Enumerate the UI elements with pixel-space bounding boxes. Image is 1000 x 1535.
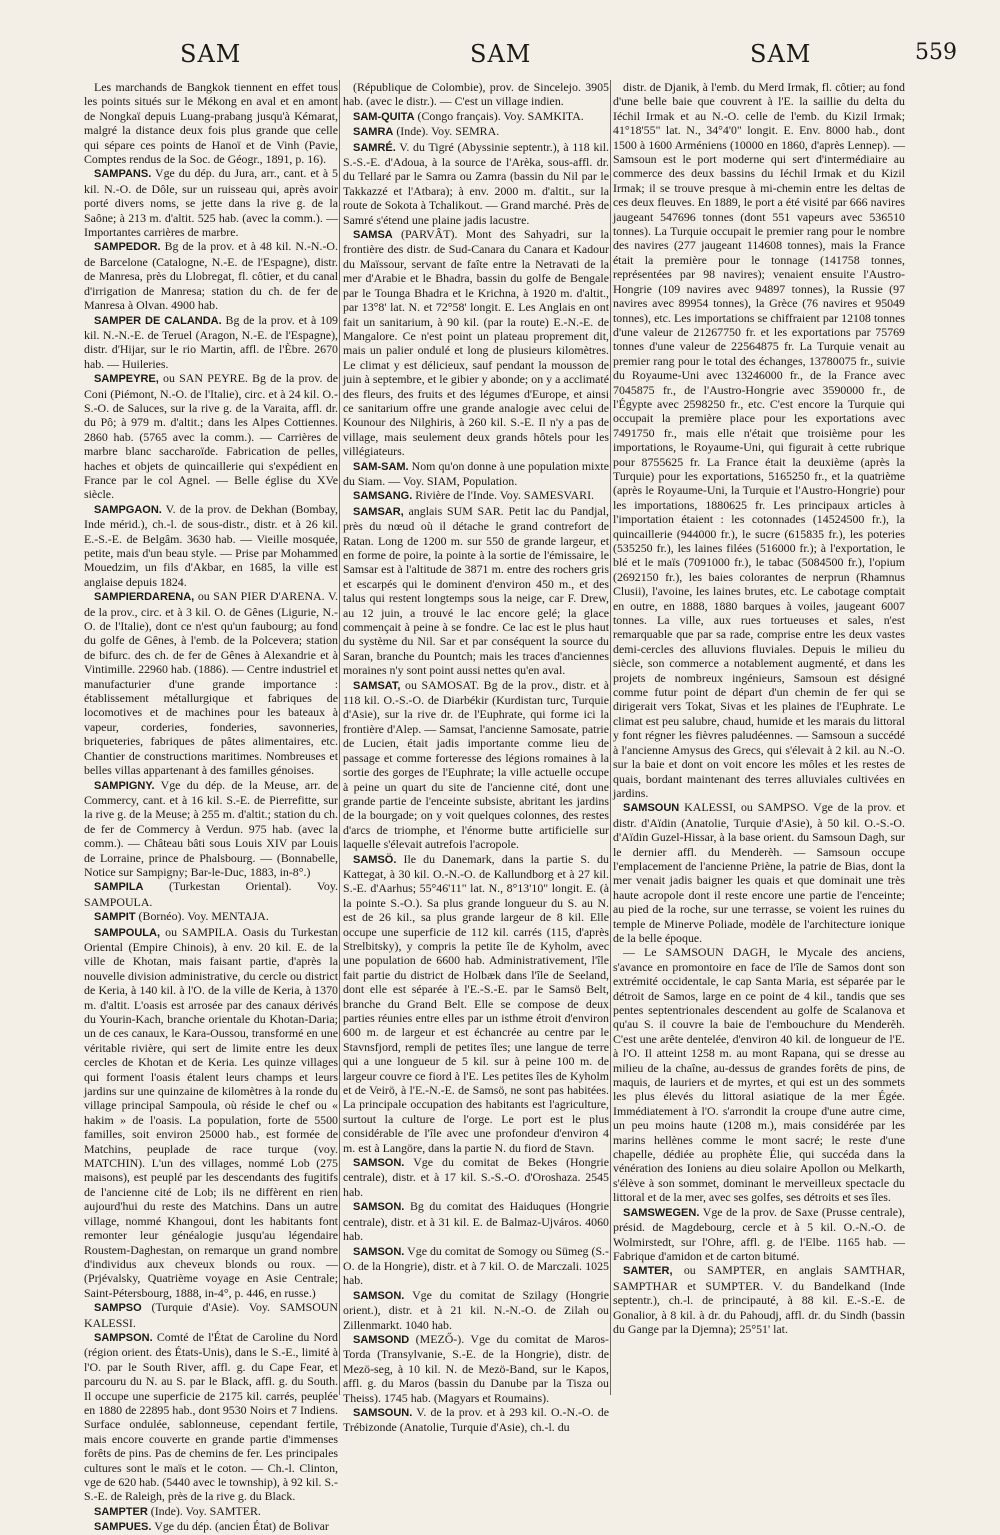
dictionary-entry <box>343 1199 609 1243</box>
running-head-middle: SAM <box>470 40 532 68</box>
dictionary-entry <box>84 909 338 924</box>
entry-headword: SAM-QUITA <box>353 110 415 123</box>
entry-headword: SAMRA <box>353 126 394 139</box>
dictionary-entry <box>343 1405 609 1435</box>
entry-text: Rivière de l'Inde. Voy. SAMESVARI. <box>415 488 595 503</box>
entry-text: Vge du comitat de Somogy ou Sümeg (S.-O. de la Hongrie), distr. et à 7 kil. O. de Marczali. 1025 hab. <box>343 1243 609 1288</box>
dictionary-entry <box>613 80 905 800</box>
dictionary-entry <box>343 1332 609 1405</box>
dictionary-entry <box>84 80 338 166</box>
dictionary-entry <box>343 1155 609 1199</box>
text-column-1 <box>84 80 338 1534</box>
entry-text: (Turkestan Oriental). Voy. SAMPOULA. <box>84 879 338 909</box>
dictionary-entry <box>343 140 609 227</box>
entry-text: distr. de Djanik, à l'emb. du Merd Irmak, fl. côtier; au fond d'une belle baie que couvrent à l'E. la saillie du delta du Iéchil Irmak et au N.-O. celle de l'emb. du Kizil Irmak; 41°18'55" lat. N., 34°4'0" longit. E. Env. 8000 hab., dont 1500 à 1600 Arméniens (10000 en 1860, d'après Lennep). — Samsoun est le port moderne qui sert d'intermédiaire au commerce des deux bassins du Iéchil Irmak et du Kizil Irmak; il se trouve presque à mi-chemin entre les deltas de ces deux fleuves. En 1889, le port a été visité par 666 navires jaugeant 547696 tonnes (dont 551 vapeurs avec 536510 tonnes). La Turquie occupait le premier rang pour le nombre des navires (277 jaugeant 114608 tonnes), mais la France était la première pour le tonnage (141758 tonnes, représentées par 98 navires); venaient ensuite l'Austro-Hongrie (109 navires avec 94897 tonnes), la Russie (97 navires avec 89954 tonnes), la Grèce (76 navires et 95049 tonnes), etc. Les importations se chiffraient par 12108 tonnes d'une valeur de 21267750 fr. et les exportations par 75769 tonnes d'une valeur de 22564875 fr. La Turquie venait au premier rang pour le total des échanges, 13780075 fr., suivie du Royaume-Uni avec 13246000 fr., de la France avec 7045875 fr., de l'Austro-Hongrie avec 3590000 fr., de l'Égypte avec 2598250 fr., etc. C'est encore la Turquie qui occupait la première place pour les exportations avec 7491750 fr., mais elle n'était que troisième pour les importations, le Royaume-Uni, qui figurait à cette rubrique pour 8755625 fr. La France était la deuxième (après la Turquie) pour les exportations, 5165250 fr., et la quatrième (après le Royaume-Uni, la Turquie et l'Austro-Hongrie) pour les importations, 1880625 fr. Les principaux articles à l'importation étaient : les cotonnades (14524500 fr.), la quincaillerie (944000 fr.), le sucre (615835 fr.), les poteries (535250 fr.), les laines filées (516000 fr.); à l'exportation, le blé et le maïs (7091000 fr.), le tabac (5084500 fr.), l'opium (2692150 fr.), les baies colorantes de nerprun (Rhamnus Clusii), l'avoine, les laines brutes, etc. Le cabotage comptait en outre, en 1888, 1880 barques à voiles, jaugeant 6007 tonnes. La ville, aux rues tortueuses et sales, n'est remarquable que par sa rade, comprise entre les deux vastes demi-cercles des alluvions fluviales. Depuis le milieu du siècle, son commerce a notablement augmenté, et dans les projets de nombreux ingénieurs, Samsoun est désigné comme futur point de départ d'un chemin de fer qui se dirigerait vers Tokat, Sivas et les plaines de l'Euphrate. Le climat est peu salubre, chaud, humide et les marais du littoral y font régner les fièvres paludéennes. — Samsoun a succédé à l'ancienne Amysus des Grecs, qui s'élevait à 2 kil. au N.-O. sur la baie et dont on voit encore les môles et les restes de quais, bordant maintenant des terres alluviales cultivées en jardins. <box>613 80 905 800</box>
entry-text: (MEZŐ-). Vge du comitat de Maros-Torda (Transylvanie, S.-E. de la Hongrie), distr. de Mezö-seg, à 10 kil. N. de Mezö-Band, sur le Kapos, affl. g. du Maros (bassin du Danube par la Tisza ou Theiss). 1745 hab. (Magyars et Roumains). <box>343 1331 609 1405</box>
entry-text: (République de Colombie), prov. de Sincelejo. 3905 hab. (avec le distr.). — C'est un village indien. <box>343 80 609 109</box>
entry-text: ou SAMPILA. Oasis du Turkestan Oriental (Empire Chinois), à env. 20 kil. E. de la ville de Khotan, mais faisant partie, d'après la nouvelle division administrative, du cercle ou district de Keria, à 140 kil. à l'O. de la ville de Keria, à 1370 m. d'altit. L'oasis est arrosée par des canaux dérivés du Yourin-Kach, branche orientale du Khotan-Daria; un de ces canaux, le Kara-Oussou, transformé en une véritable rivière, qui sert de limite entre les deux cercles de Khotan et de Keria. Les quinze villages qui forment l'oasis étalent leurs champs et leurs jardins sur une quinzaine de kilomètres à la ronde du village principal Sampoula, où réside le chef ou « hakim » de l'oasis. La population, forte de 5500 familles, soit environ 25000 hab., est formée de Matchins, peuplade de race turque (voy. MATCHIN). L'un des villages, nommé Lob (275 maisons), est peuplé par les descendants des fugitifs de l'ancienne cité de Lob; ils ne diffèrent en rien aujourd'hui du reste des Matchins. Dans un autre village, nommé Khangoui, dont les habitants font remonter leur généalogie jusqu'au légendaire Roustem-Daghestan, on remarque un grand nombre d'individus aux cheveux blonds ou roux. — (Prjévalsky, Quatrième voyage en Asie Centrale; Saint-Pétersbourg, 1888, in-4°, p. 446, en russe.) <box>84 924 338 1300</box>
dictionary-entry <box>84 502 338 589</box>
entry-text: Vge du dép. de la Meuse, arr. de Commercy, cant. et à 16 kil. S.-E. de Pierrefitte, sur la rive g. de la Meuse; à 255 m. d'altit.; station du ch. de fer de Commercy à Verdun. 975 hab. (avec la comm.). — Château bâti sous Louis XIV par Louis de Lorraine, prince de Phalsbourg. — (Bonnabelle, Notice sur Sampigny; Bar-le-Duc, 1883, in-8°.) <box>84 777 338 879</box>
entry-headword: SAM-SAM. <box>353 460 409 473</box>
dictionary-entry <box>84 778 338 880</box>
entry-headword: SAMTER, <box>623 1265 673 1278</box>
entry-text: Vge de la prov. de Saxe (Prusse centrale), présid. de Magdebourg, cercle et à 5 kil. O.-N.-O. de Wolmirstedt, sur l'Ohre, affl. g. de l'Elbe. 1165 hab. — Fabrique d'amidon et de carton bitumé. <box>613 1204 905 1263</box>
entry-headword: SAMSON. <box>353 1245 405 1258</box>
entry-text: Bg de la prov. et à 109 kil. N.-N.-E. de Teruel (Aragon, N.-E. de l'Espagne), distr. d'Hijar, sur le rio Martin, affl. de l'Èbre. 2670 hab. — Huileries. <box>84 312 338 371</box>
dictionary-entry <box>84 371 338 502</box>
entry-text: (Inde). Voy. SAMTER. <box>150 1503 261 1518</box>
dictionary-entry <box>84 589 338 777</box>
dictionary-entry <box>84 1330 338 1504</box>
entry-headword: SAMSAT, <box>353 679 401 692</box>
entry-text: Bg du comitat des Haiduques (Hongrie centrale), distr. et à 31 kil. E. de Balmaz-Ujváros. 4060 hab. <box>343 1199 609 1244</box>
dictionary-entry <box>343 227 609 459</box>
dictionary-entry <box>343 124 609 139</box>
entry-text: ou SAN PIER D'ARENA. V. de la prov., circ. et à 3 kil. O. de Gênes (Ligurie, N.-O. de l'Italie), dont ce n'est qu'un faubourg; au fond du golfe de Gênes, à l'emb. de la Polcevera; station de bifurc. des ch. de fer de Gênes à Alexandrie et à Vintimille. 22960 hab. (1886). — Centre industriel et manufacturier d'une grande importance : établissement métallurgique et fabriques de locomotives et de machines pour les bateaux à vapeur, corderies, fonderies, savonneries, briqueteries, fabriques de pâtes alimentaires, etc. Chantier de constructions maritimes. Nombreuses et belles villas appartenant à des familles génoises. <box>84 589 338 778</box>
dictionary-entry <box>84 239 338 312</box>
entry-text: Vge du dép. du Jura, arr., cant. et à 5 kil. N.-O. de Dôle, sur un ruisseau qui, après avoir porté divers noms, se jette dans la rive g. de la Saône; à 213 m. d'altit. 525 hab. (avec la comm.). — Importantes carrières de marbre. <box>84 166 338 240</box>
entry-headword: SAMPANS. <box>94 168 152 181</box>
entry-headword: SAMSA <box>353 229 393 242</box>
entry-headword: SAMSON. <box>353 1201 405 1214</box>
entry-text: KALESSI, ou SAMPSO. Vge de la prov. et distr. d'Aïdin (Anatolie, Turquie d'Asie), à 50 kil. O.-S.-O. d'Aïdin Guzel-Hissar, à la base orient. du Samsoun Dagh, sur le dernier affl. du Menderèh. — Samsoun occupe l'emplacement de l'ancienne Priène, la patrie de Bias, dont la mer venait jadis baigner les quais et que dominait une très haute acropole dont il reste encore une partie de l'enceinte; au pied de la roche, sur une terrasse, se voient les ruines du temple de Minerve Poliade, modèle de l'architecture ionique de la belle époque. <box>613 800 905 945</box>
column-rule-1 <box>339 80 340 1395</box>
page-number: 559 <box>915 40 957 65</box>
entry-headword: SAMSON. <box>353 1157 405 1170</box>
entry-text: ou SAMPTER, en anglais SAMTHAR, SAMPTHAR et SUMPTER. V. du Bandelkand (Inde septentr.), ch.-l. de principauté, à 88 kil. E.-S.-E. de Gonalior, à 8 kil. à dr. du Pahoudj, affl. dr. du Sindh (bassin du Gange par la Djemna); 25°51' lat. <box>613 1263 905 1336</box>
entry-headword: SAMSAR, <box>353 505 404 518</box>
running-head-left: SAM <box>180 40 242 68</box>
entry-headword: SAMSÖ. <box>353 853 397 866</box>
entry-headword: SAMSWEGEN. <box>623 1206 700 1219</box>
entry-headword: SAMPSON. <box>94 1331 153 1344</box>
dictionary-entry <box>84 313 338 372</box>
running-head-right: SAM <box>750 40 812 68</box>
dictionary-entry <box>613 1205 905 1264</box>
entry-text: V. du Tigré (Abyssinie septentr.), à 118 kil. S.-S.-E. d'Adoua, à la source de l'Arèka, sous-affl. dr. du Tellaré par le Samra ou Zamra (bassin du Nil par le Takkazzé et l'Atbara); à env. 2000 m. d'altit., sur la route de Sokota à Tchalikout. — Grand marché. Près de Samré s'étend une plaine jadis lacustre. <box>343 139 609 227</box>
dictionary-entry <box>343 504 609 678</box>
entry-text: Les marchands de Bangkok tiennent en effet tous les points situés sur le Mékong en aval et en amont de Nongkaï depuis Luang-prabang jusqu'à Kémarat, malgré la distance deux fois plus grande que celle qui sépare ces points de Hanoï et de Vinh (Pavie, Comptes rendus de la Soc. de Géogr., 1891, p. 16). <box>84 80 338 167</box>
entry-text: Bg de la prov. et à 48 kil. N.-N.-O. de Barcelone (Catalogne, N.-E. de l'Espagne), distr. de Manresa, près du Llobregat, fl. côtier, et du canal d'irrigation de Manresa; station du ch. de fer de Manresa à Olvan. 4900 hab. <box>84 239 338 313</box>
dictionary-entry <box>343 488 609 503</box>
entry-text: Ile du Danemark, dans la partie S. du Kattegat, à 30 kil. O.-N.-O. de Kallundborg et à 27 kil. S.-E. d'Aarhus; 55°46'11" lat. N., 8°13'10" longit. E. (à la pointe S.-O.). Sa plus grande longueur du S. au N. est de 26 kil., sa plus grande largeur de 8 kil. Elle occupe une superficie de 112 kil. carrés (115, d'après Strelbitsky), y compris la petite île de Kyholm, avec une population de 6600 hab. Administrativement, l'île fait partie du district de Holbæk dans l'île de Seeland, dont elle est séparée à l'E.-S.-E. par le Samsö Belt, branche du Grand Belt. Elle se compose de deux parties réunies entre elles par un isthme étroit d'environ 600 m. de largeur et est échancrée au centre par le Stavnsfjord, rempli de petites îles; une langue de terre qui a une longueur de 5 kil. sur à peine 100 m. de largeur couvre ce fiord à l'E. Les petites îles de Kyholm et de Veirö, à l'E.-N.-E. de Samsö, ne sont pas habitées. La principale occupation des habitants est l'agriculture, surtout la culture de l'orge. Le port est le plus considérable de l'île avec une profondeur d'environ 4 m. est à Langöre, dans la partie N. du fiord de Stavn. <box>343 851 609 1155</box>
entry-headword: SAMRÉ. <box>353 141 396 154</box>
entry-text: — Le SAMSOUN DAGH, le Mycale des anciens, s'avance en promontoire en face de l'île de Samos dont son extrémité occidentale, le cap Santa Maria, est séparée par le détroit de Samos, large en ce point de 4 kil., tandis que ses pentes septentrionales descendent au golfe de Scalanova et qu'au S. il couvre la baie de l'embouchure du Menderèh. C'est une arête dentelée, d'environ 40 kil. de longueur de l'E. à l'O. Il atteint 1258 m. au mont Rapana, qui se dresse au milieu de la chaîne, au-dessus de grandes forêts de pins, de maquis, de lauriers et de myrtes, et qui est un des sommets les plus élevés du littoral asiatique de la mer Égée. Immédiatement à l'O. s'arrondit la croupe d'une autre cime, un peu moins haute (1208 m.), mais considérée par les marins hellènes comme le mont sacré; le reste d'une chapelle, dédiée au prophète Élie, qui succéda dans la vénération des Ioniens au dieu solaire Apollon ou Melkarth, s'élève à son sommet, dominant le merveilleux spectacle du littoral et de la mer, avec ses golfes, ses détroits et ses îles. <box>613 945 905 1205</box>
entry-headword: SAMPEYRE, <box>94 373 159 386</box>
column-rule-2 <box>610 80 611 1395</box>
entry-headword: SAMSOUN. <box>353 1406 413 1419</box>
entry-headword: SAMPEDOR. <box>94 241 161 254</box>
entry-headword: SAMPIERDARENA, <box>94 591 195 604</box>
dictionary-entry <box>84 1300 338 1330</box>
entry-headword: SAMPGAON. <box>94 503 162 516</box>
entry-text: Comté de l'État de Caroline du Nord (région orient. des États-Unis), dans le S.-E., limité à l'O. par le South River, affl. g. du Cape Fear, et parcouru du N. au S. par le Black, affl. g. du South. Il occupe une superficie de 2175 kil. carrés, peuplée en 1880 de 22895 hab., dont 9530 Noirs et 7 Indiens. Surface ondulée, sablonneuse, cependant fertile, mais encore couverte en grande partie d'immenses forêts de pins. Pas de chemins de fer. Les principales cultures sont le maïs et le coton. — Ch.-l. Clinton, vge de 620 hab. (5440 avec le township), à 92 kil. S.-S.-E. de Raleigh, près de la rive g. du Black. <box>84 1329 338 1504</box>
entry-text: (Turquie d'Asie). Voy. SAMSOUN KALESSI. <box>84 1300 338 1330</box>
entry-text: ou SAN PEYRE. Bg de la prov. de Coni (Piémont, N.-O. de l'Italie), circ. et à 24 kil. O.-S.-O. de Saluces, sur la rive g. de la Varaita, affl. dr. du Pô; à 979 m. d'altit.; dans les Alpes Cottiennes. 2860 hab. (5765 avec la comm.). — Carrières de marbre blanc saccharoïde. Fabrication de pelles, haches et objets de quincaillerie qui s'expédient en France par le col Agnel. — Belle église du XVe siècle. <box>84 371 338 502</box>
entry-text: (PARVÂT). Mont des Sahyadri, sur la frontière des distr. de Sud-Canara du Canara et Kadour du Maïssour, servant de faîte entre la Netravati de la mer d'Arabie et le Bhadra, bassin du golfe de Bengale par le Tounga Bhadra et le Krichna, à 1920 m. d'altit., par 13°8' lat. N. et 72°58' longit. E. Les Anglais en ont fait un sanitarium, à 90 kil. (par la route) E.-N.-E. de Mangalore. Ce n'est point un plateau proprement dit, mais un palier ondulé et long de plusieurs kilomètres. Le climat y est délicieux, sauf pendant la mousson de juin à septembre, et le gibier y abonde; on y a acclimaté des fleurs, des fruits et des légumes d'Europe, et ainsi ce sanitarium offre une grande analogie avec celui de Kounour des Nilghiris, à 260 kil. S.-E. Il n'y a pas de village, mais seulement deux grands hôtels pour les villégiateurs. <box>343 227 609 459</box>
entry-text: V. de la prov. et à 293 kil. O.-N.-O. de Trébizonde (Anatolie, Turquie d'Asie), ch.-l. du <box>343 1404 609 1435</box>
entry-headword: SAMSOND <box>353 1333 410 1346</box>
dictionary-entry <box>343 678 609 852</box>
dictionary-entry <box>613 800 905 945</box>
entry-text: (Congo français). Voy. SAMKITA. <box>417 108 584 123</box>
dictionary-entry <box>343 852 609 1156</box>
dictionary-entry <box>84 879 338 909</box>
dictionary-entry <box>343 459 609 489</box>
entry-text: Vge du comitat de Szilagy (Hongrie orient.), distr. et à 21 kil. N.-N.-O. de Zilah ou Zillenmarkt. 1040 hab. <box>343 1287 609 1332</box>
text-column-3 <box>613 80 905 1400</box>
entry-headword: SAMSANG. <box>353 490 413 503</box>
dictionary-entry <box>343 80 609 109</box>
entry-headword: SAMPSO <box>94 1302 142 1315</box>
entry-text: (Inde). Voy. SEMRA. <box>396 124 500 139</box>
entry-headword: SAMPUES. <box>94 1521 152 1534</box>
entry-headword: SAMPER DE CALANDA. <box>94 314 222 327</box>
entry-headword: SAMPILA <box>94 881 144 894</box>
entry-headword: SAMPOULA, <box>94 926 160 939</box>
entry-headword: SAMPTER <box>94 1505 148 1518</box>
text-column-2 <box>343 80 609 1435</box>
dictionary-entry <box>84 166 338 239</box>
entry-text: V. de la prov. de Dekhan (Bombay, Inde mérid.), ch.-l. de sous-distr., distr. et à 26 kil. E.-S.-E. de Belgâm. 3630 hab. — Vieille mosquée, petite, mais d'un beau style. — Prise par Mohammed Mouedzim, un fils d'Akbar, en 1685, la ville est anglaise depuis 1824. <box>84 501 338 589</box>
dictionary-entry <box>343 1244 609 1288</box>
entry-headword: SAMSOUN <box>623 802 680 815</box>
dictionary-entry <box>613 1263 905 1336</box>
dictionary-entry <box>613 945 905 1204</box>
entry-text: Nom qu'on donne à une population mixte du Siam. — Voy. SIAM, Population. <box>343 458 609 488</box>
dictionary-entry <box>343 1288 609 1332</box>
entry-text: Vge du dép. (ancien État) de Bolivar <box>154 1519 329 1534</box>
entry-text: (Bornéo). Voy. MENTAJA. <box>138 909 269 924</box>
dictionary-entry <box>84 1504 338 1519</box>
entry-headword: SAMPIT <box>94 911 136 924</box>
dictionary-entry <box>343 109 609 124</box>
entry-text: anglais SUM SAR. Petit lac du Pandjal, près du nœud où il détache le grand contrefort de Ratan. Long de 1200 m. sur 550 de grande largeur, et en forme de poire, la pointe à la sortie de l'émissaire, le Samsar est à l'altitude de 3871 m. entre des rochers gris et escarpés qui le dominent d'environ 450 m., et des talus qui restent longtemps sous la neige, car F. Drew, au 12 juin, a trouvé le lac encore gelé; la glace commençait à peine à se fondre. Ce lac est le plus haut du système du Nil. Sar et par conséquent la source du Saran, branche du Pountch; mais les traces d'anciennes moraines n'y sont point aussi nettes qu'en aval. <box>343 503 609 678</box>
dictionary-entry <box>84 925 338 1301</box>
entry-headword: SAMPIGNY. <box>94 779 155 792</box>
dictionary-entry <box>84 1519 338 1534</box>
entry-text: Vge du comitat de Bekes (Hongrie centrale), distr. et à 17 kil. S.-S.-O. d'Oroshaza. 2545 hab. <box>343 1155 609 1199</box>
entry-text: ou SAMOSAT. Bg de la prov., distr. et à 118 kil. O.-S.-O. de Diarbékir (Kurdistan turc, Turquie d'Asie), sur la rive dr. de l'Euphrate, qui forme ici la frontière d'Alep. — Samsat, l'ancienne Samosate, patrie de Lucien, était jadis importante comme lieu de passage et comme forteresse des légions romaines à la sortie des gorges de l'Euphrate; la ville actuelle occupe à peine un quart du site de l'ancienne cité, dont une grande partie de l'enceinte subsiste, abritant les jardins de la bourgade; on y voit quelques colonnes, des restes d'arcs de triomphe, et l'énorme butte artificielle sur laquelle s'élevait autrefois l'acropole. <box>343 677 609 852</box>
entry-headword: SAMSON. <box>353 1289 405 1302</box>
